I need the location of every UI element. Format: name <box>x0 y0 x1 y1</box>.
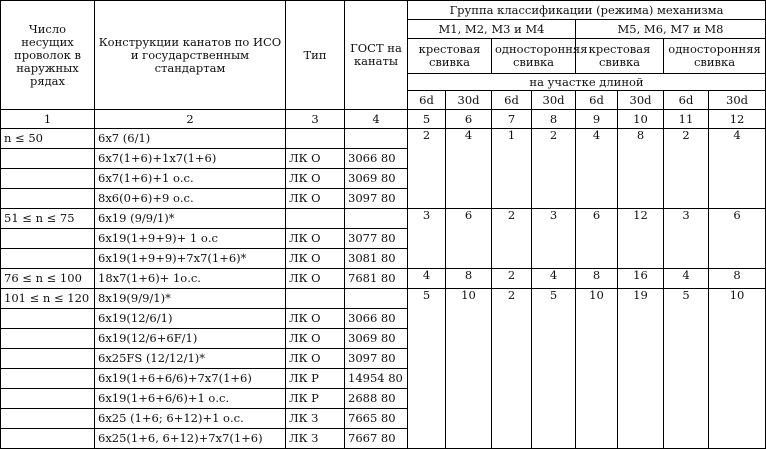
header-gost: ГОСТ на канаты <box>345 1 408 110</box>
group-value-cell: 2 <box>492 289 532 449</box>
type-cell: ЛК О <box>286 309 345 329</box>
group-value-cell: 2 <box>408 129 446 209</box>
construction-cell: 6х19(12/6/1) <box>95 309 286 329</box>
construction-cell: 6х19(1+9+9)+ 1 о.с <box>95 229 286 249</box>
column-number: 3 <box>286 110 345 129</box>
type-cell: ЛК Р <box>286 369 345 389</box>
group-value-cell: 4 <box>576 129 618 209</box>
gost-cell: 2688 80 <box>345 389 408 409</box>
group-value-cell: 2 <box>532 129 576 209</box>
group-value-cell: 3 <box>664 209 709 269</box>
group-value-cell: 1 <box>492 129 532 209</box>
header-group-m5-m8: М5, М6, М7 и М8 <box>576 20 766 39</box>
group-value-cell: 6 <box>446 209 492 269</box>
header-cross-lay-1: крестовая свивка <box>408 39 492 74</box>
wire-count-range-cell <box>1 409 95 429</box>
wire-count-range-cell: 101 ≤ n ≤ 120 <box>1 289 95 309</box>
type-cell: ЛК О <box>286 349 345 369</box>
group-value-cell: 4 <box>446 129 492 209</box>
group-value-cell: 3 <box>408 209 446 269</box>
construction-cell: 6х25 (1+6; 6+12)+1 о.с. <box>95 409 286 429</box>
group-value-cell: 3 <box>532 209 576 269</box>
table-row <box>1 289 766 309</box>
type-cell: ЛК О <box>286 189 345 209</box>
group-value-cell: 2 <box>492 269 532 289</box>
construction-cell: 6х19(1+6+6/6)+1 о.с. <box>95 389 286 409</box>
gost-cell <box>345 129 408 149</box>
table-row <box>1 209 766 229</box>
gost-cell: 3097 80 <box>345 189 408 209</box>
type-cell <box>286 289 345 309</box>
group-value-cell: 4 <box>408 269 446 289</box>
group-value-cell: 4 <box>532 269 576 289</box>
wire-count-range-cell: 76 ≤ n ≤ 100 <box>1 269 95 289</box>
group-value-cell: 8 <box>446 269 492 289</box>
wire-count-range-cell <box>1 249 95 269</box>
column-number: 1 <box>1 110 95 129</box>
type-cell: ЛК О <box>286 149 345 169</box>
construction-cell: 6х19(1+6+6/6)+7х7(1+6) <box>95 369 286 389</box>
group-value-cell: 6 <box>576 209 618 269</box>
type-cell: ЛК З <box>286 409 345 429</box>
header-len-6d: 6d <box>492 91 532 110</box>
construction-cell: 8х6(0+6)+9 о.с. <box>95 189 286 209</box>
header-wires-count: Число несущих проволок в наружных рядах <box>1 1 95 110</box>
wire-count-range-cell <box>1 389 95 409</box>
wire-count-range-cell <box>1 349 95 369</box>
gost-cell: 3097 80 <box>345 349 408 369</box>
gost-cell: 3069 80 <box>345 169 408 189</box>
type-cell: ЛК З <box>286 429 345 449</box>
group-value-cell: 2 <box>492 209 532 269</box>
wire-count-range-cell: 51 ≤ n ≤ 75 <box>1 209 95 229</box>
wire-count-range-cell <box>1 369 95 389</box>
column-number: 11 <box>664 110 709 129</box>
construction-cell: 8х19(9/9/1)* <box>95 289 286 309</box>
wire-count-range-cell <box>1 329 95 349</box>
type-cell <box>286 209 345 229</box>
type-cell: ЛК О <box>286 249 345 269</box>
type-cell: ЛК О <box>286 269 345 289</box>
construction-cell: 6х7 (6/1) <box>95 129 286 149</box>
type-cell: ЛК О <box>286 329 345 349</box>
group-value-cell: 10 <box>446 289 492 449</box>
gost-cell: 7665 80 <box>345 409 408 429</box>
wire-count-range-cell <box>1 429 95 449</box>
column-number: 12 <box>709 110 766 129</box>
construction-cell: 6х19(12/6+6F/1) <box>95 329 286 349</box>
column-number: 7 <box>492 110 532 129</box>
header-group-title: Группа классификации (режима) механизма <box>408 1 766 20</box>
group-value-cell: 5 <box>664 289 709 449</box>
gost-cell <box>345 209 408 229</box>
gost-cell: 3077 80 <box>345 229 408 249</box>
construction-cell: 6х19 (9/9/1)* <box>95 209 286 229</box>
wire-count-range-cell <box>1 169 95 189</box>
header-group-m1-m4: М1, М2, М3 и М4 <box>408 20 576 39</box>
header-construction: Конструкции канатов по ИСО и государственным стандартам <box>95 1 286 110</box>
group-value-cell: 8 <box>576 269 618 289</box>
wire-count-range-cell <box>1 309 95 329</box>
header-one-side-lay-2: односторонняя свивка <box>664 39 766 74</box>
header-len-30d: 30d <box>532 91 576 110</box>
gost-cell: 7681 80 <box>345 269 408 289</box>
gost-cell: 3066 80 <box>345 309 408 329</box>
header-len-6d: 6d <box>664 91 709 110</box>
group-value-cell: 5 <box>532 289 576 449</box>
column-number: 9 <box>576 110 618 129</box>
construction-cell: 6х25(1+6, 6+12)+7х7(1+6) <box>95 429 286 449</box>
group-value-cell: 19 <box>618 289 664 449</box>
construction-cell: 18х7(1+6)+ 1о.с. <box>95 269 286 289</box>
header-type: Тип <box>286 1 345 110</box>
header-len-30d: 30d <box>618 91 664 110</box>
construction-cell: 6х7(1+6)+1х7(1+6) <box>95 149 286 169</box>
group-value-cell: 12 <box>618 209 664 269</box>
header-len-6d: 6d <box>576 91 618 110</box>
type-cell <box>286 129 345 149</box>
group-value-cell: 2 <box>664 129 709 209</box>
group-value-cell: 5 <box>408 289 446 449</box>
group-value-cell: 4 <box>664 269 709 289</box>
gost-cell: 14954 80 <box>345 369 408 389</box>
type-cell: ЛК О <box>286 229 345 249</box>
wire-count-range-cell <box>1 149 95 169</box>
column-number-row <box>1 110 766 129</box>
header-one-side-lay-1: односторонняя свивка <box>492 39 576 74</box>
group-value-cell: 16 <box>618 269 664 289</box>
column-number: 8 <box>532 110 576 129</box>
gost-cell: 3066 80 <box>345 149 408 169</box>
column-number: 4 <box>345 110 408 129</box>
header-len-30d: 30d <box>446 91 492 110</box>
header-length-label: на участке длиной <box>408 74 766 91</box>
construction-cell: 6х25FS (12/12/1)* <box>95 349 286 369</box>
wire-count-range-cell <box>1 189 95 209</box>
group-value-cell: 8 <box>709 269 766 289</box>
gost-cell: 3081 80 <box>345 249 408 269</box>
table-row <box>1 129 766 149</box>
group-value-cell: 8 <box>618 129 664 209</box>
group-value-cell: 6 <box>709 209 766 269</box>
column-number: 2 <box>95 110 286 129</box>
header-len-6d: 6d <box>408 91 446 110</box>
gost-cell: 3069 80 <box>345 329 408 349</box>
group-value-cell: 4 <box>709 129 766 209</box>
type-cell: ЛК Р <box>286 389 345 409</box>
column-number: 5 <box>408 110 446 129</box>
gost-cell: 7667 80 <box>345 429 408 449</box>
group-value-cell: 10 <box>709 289 766 449</box>
wire-count-range-cell: n ≤ 50 <box>1 129 95 149</box>
column-number: 6 <box>446 110 492 129</box>
group-value-cell: 10 <box>576 289 618 449</box>
header-len-30d: 30d <box>709 91 766 110</box>
header-cross-lay-2: крестовая свивка <box>576 39 664 74</box>
table-row <box>1 269 766 289</box>
construction-cell: 6х7(1+6)+1 о.с. <box>95 169 286 189</box>
type-cell: ЛК О <box>286 169 345 189</box>
column-number: 10 <box>618 110 664 129</box>
construction-cell: 6х19(1+9+9)+7х7(1+6)* <box>95 249 286 269</box>
gost-cell <box>345 289 408 309</box>
wire-count-range-cell <box>1 229 95 249</box>
